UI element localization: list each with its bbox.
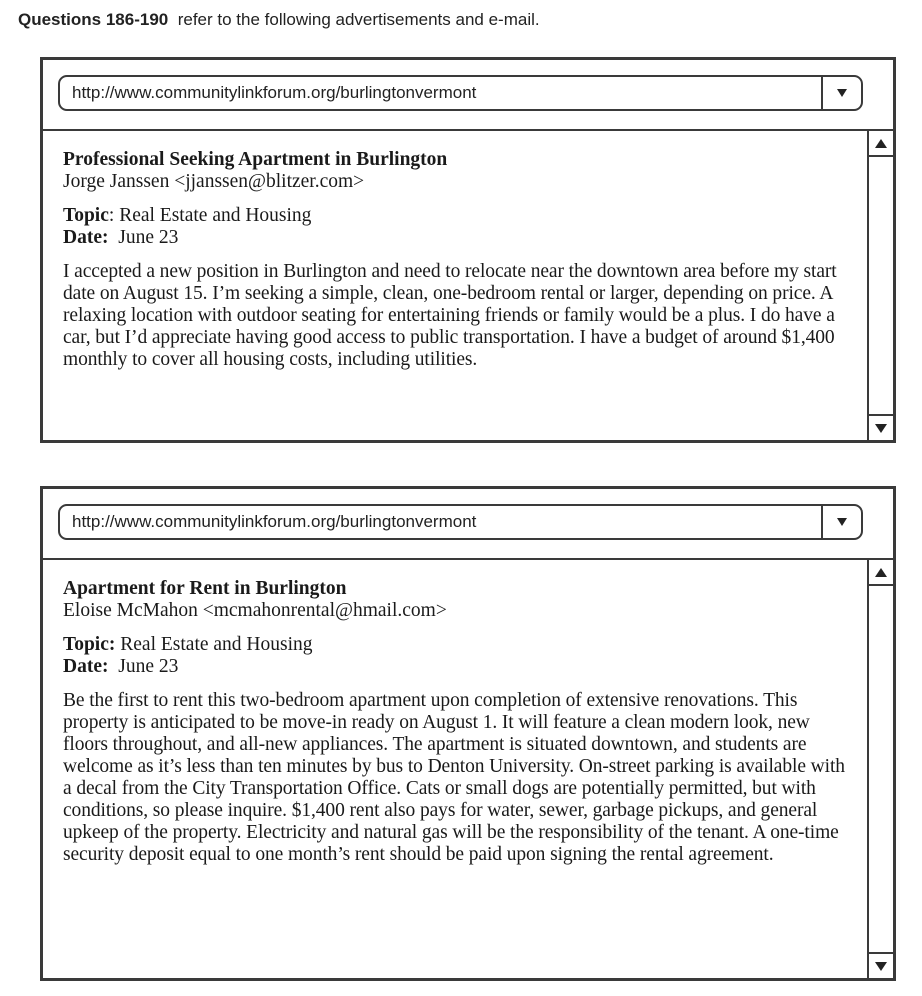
post-content	[43, 560, 867, 978]
questions-intro-text: refer to the following advertisements and e-mail.	[177, 10, 540, 29]
address-dropdown-button[interactable]	[821, 506, 861, 538]
address-dropdown-button[interactable]	[821, 77, 861, 109]
topic-value: Real Estate and Housing	[114, 205, 312, 226]
topic-value: Real Estate and Housing	[115, 634, 313, 655]
questions-intro	[18, 10, 540, 30]
date-value: June 23	[108, 227, 179, 248]
post-author: Eloise McMahon <mcmahonrental@hmail.com>	[63, 600, 447, 621]
post-body: I accepted a new position in Burlington and need to relocate near the downtown area before my start date on August 15. I’m seeking a simple, clean, one-bedroom rental or larger, depending on price. A relaxing location with outdoor seating for entertaining friends or family would be a plus. I do have a car, but I’d appreciate having good access to public transportation. I have a budget of around $1,400 monthly to cover all housing costs, including utilities.	[63, 261, 837, 370]
date-value: June 23	[108, 656, 179, 677]
arrow-down-icon	[875, 962, 887, 971]
post-topic	[63, 634, 847, 656]
address-bar[interactable]	[58, 75, 863, 111]
date-label: Date:	[63, 227, 109, 248]
arrow-up-icon	[875, 139, 887, 148]
scroll-up-button[interactable]	[869, 131, 893, 157]
url-text[interactable]: http://www.communitylinkforum.org/burlingtonvermont	[72, 83, 477, 102]
post-topic	[63, 205, 847, 227]
date-label: Date:	[63, 656, 109, 677]
questions-range: Questions 186-190	[18, 10, 169, 29]
browser-toolbar	[43, 489, 893, 560]
browser-toolbar	[43, 60, 893, 131]
chevron-down-icon	[837, 518, 847, 526]
vertical-scrollbar[interactable]	[867, 560, 893, 978]
post-body: Be the first to rent this two-bedroom apartment upon completion of extensive renovations. This property is anticipated to be move-in ready on August 1. It will feature a clean modern look, new floors throughout, and all-new appliances. The apartment is situated downtown, and students are welcome as it’s less than ten minutes by bus to Denton University. On-street parking is available with a decal from the City Transportation Office. Cats or small dogs are potentially permitted, but with conditions, so please inquire. $1,400 rent also pays for water, sewer, garbage pickups, and general upkeep of the property. Electricity and natural gas will be the responsibility of the tenant. A one-time security deposit equal to one month’s rent should be paid upon signing the rental agreement.	[63, 690, 845, 865]
scroll-down-button[interactable]	[869, 952, 893, 978]
topic-sep: :	[108, 205, 115, 226]
scroll-down-button[interactable]	[869, 414, 893, 440]
arrow-down-icon	[875, 424, 887, 433]
post-date	[63, 227, 847, 249]
post-date	[63, 656, 847, 678]
topic-label: Topic	[63, 205, 109, 226]
post-title: Professional Seeking Apartment in Burlington	[63, 149, 448, 170]
topic-label: Topic:	[63, 634, 116, 655]
forum-window-2	[40, 486, 896, 981]
address-bar[interactable]	[58, 504, 863, 540]
forum-window-1	[40, 57, 896, 443]
url-text[interactable]: http://www.communitylinkforum.org/burlingtonvermont	[72, 512, 477, 531]
scroll-up-button[interactable]	[869, 560, 893, 586]
chevron-down-icon	[837, 89, 847, 97]
post-title: Apartment for Rent in Burlington	[63, 578, 347, 599]
vertical-scrollbar[interactable]	[867, 131, 893, 440]
post-author: Jorge Janssen <jjanssen@blitzer.com>	[63, 171, 365, 192]
post-content	[43, 131, 867, 440]
arrow-up-icon	[875, 568, 887, 577]
